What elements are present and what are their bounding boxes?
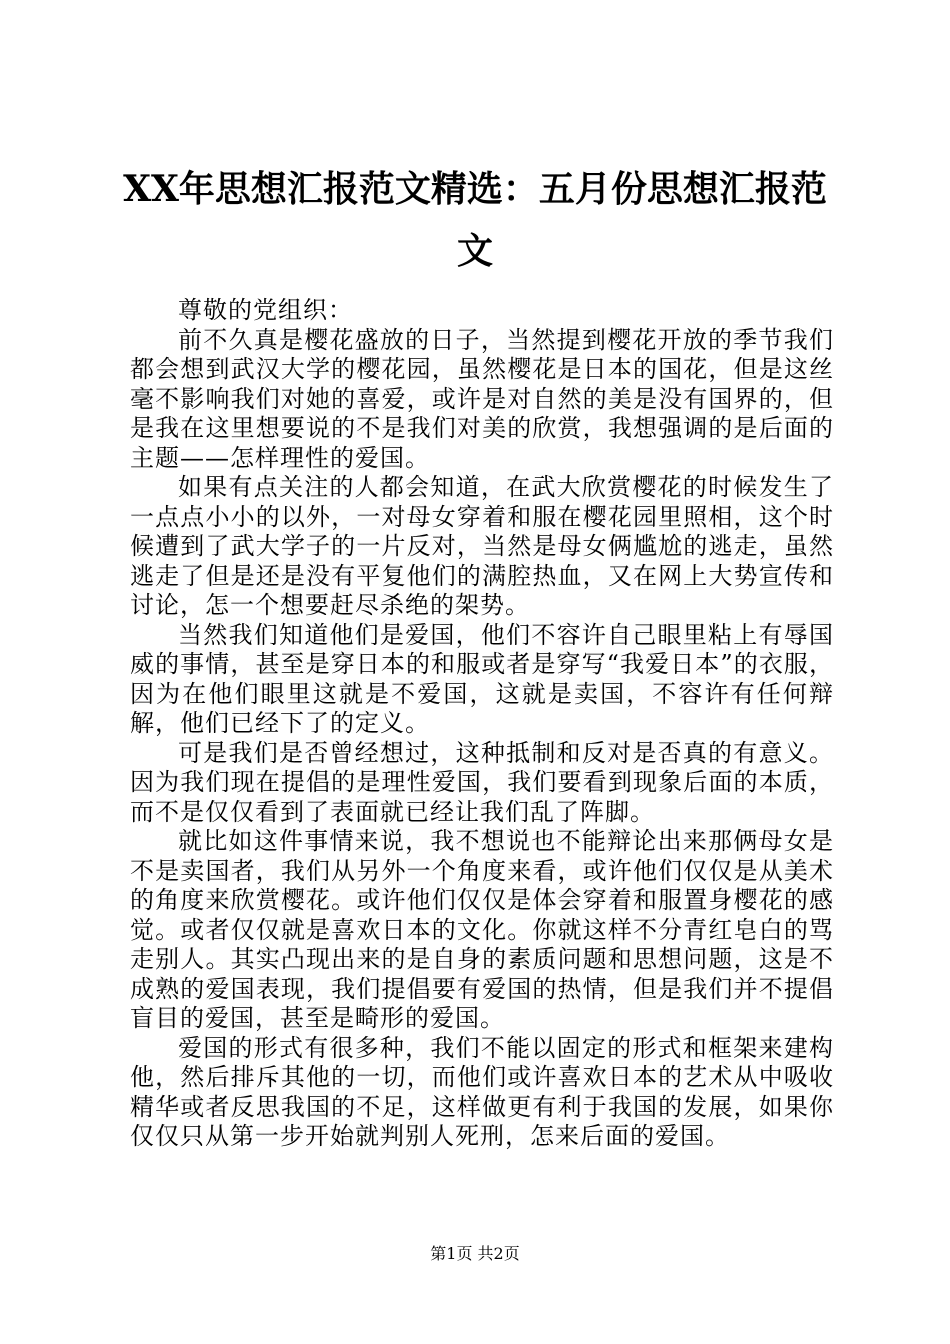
paragraph: 如果有点关注的人都会知道，在武大欣赏樱花的时候发生了一点点小小的以外，一对母女穿着和服在樱花园里照相，这个时候遭到了武大学子的一片反对，当然是母女俩尴尬的逃走，虽然逃走了但是还是没有平复他们的满腔热血，又在网上大势宣传和讨论，怎一个想要赶尽杀绝的架势。 xyxy=(130,473,834,619)
document-title: XX年思想汇报范文精选：五月份思想汇报范文 xyxy=(123,168,827,272)
page-footer: 第1页 共2页 xyxy=(430,1244,520,1263)
salutation: 尊敬的党组织： xyxy=(178,296,353,324)
paragraph: 当然我们知道他们是爱国，他们不容许自己眼里粘上有辱国威的事情，甚至是穿日本的和服或者是穿写“我爱日本”的衣服，因为在他们眼里这就是不爱国，这就是卖国，不容许有任何辩解，他们已经下了的定义。 xyxy=(130,620,834,737)
paragraph: 就比如这件事情来说，我不想说也不能辩论出来那俩母女是不是卖国者，我们从另外一个角度来看，或许他们仅仅是从美术的角度来欣赏樱花。或许他们仅仅是体会穿着和服置身樱花的感觉。或者仅仅就是喜欢日本的文化。你就这样不分青红皂白的骂走别人。其实凸现出来的是自身的素质问题和思想问题，这是不成熟的爱国表现，我们提倡要有爱国的热情，但是我们并不提倡盲目的爱国，甚至是畸形的爱国。 xyxy=(130,827,834,1032)
paragraph: 可是我们是否曾经想过，这种抵制和反对是否真的有意义。因为我们现在提倡的是理性爱国，我们要看到现象后面的本质，而不是仅仅看到了表面就已经让我们乱了阵脚。 xyxy=(130,738,834,826)
paragraph: 爱国的形式有很多种，我们不能以固定的形式和框架来建构他，然后排斥其他的一切，而他们或许喜欢日本的艺术从中吸收精华或者反思我国的不足，这样做更有利于我国的发展，如果你仅仅只从第一步开始就判别人死刑，怎来后面的爱国。 xyxy=(130,1033,834,1150)
document-body xyxy=(130,296,834,1152)
paragraph: 前不久真是樱花盛放的日子，当然提到樱花开放的季节我们都会想到武汉大学的樱花园，虽然樱花是日本的国花，但是这丝毫不影响我们对她的喜爱，或许是对自然的美是没有国界的，但是我在这里想要说的不是我们对美的欣赏，我想强调的是后面的主题——怎样理性的爱国。 xyxy=(130,325,834,472)
